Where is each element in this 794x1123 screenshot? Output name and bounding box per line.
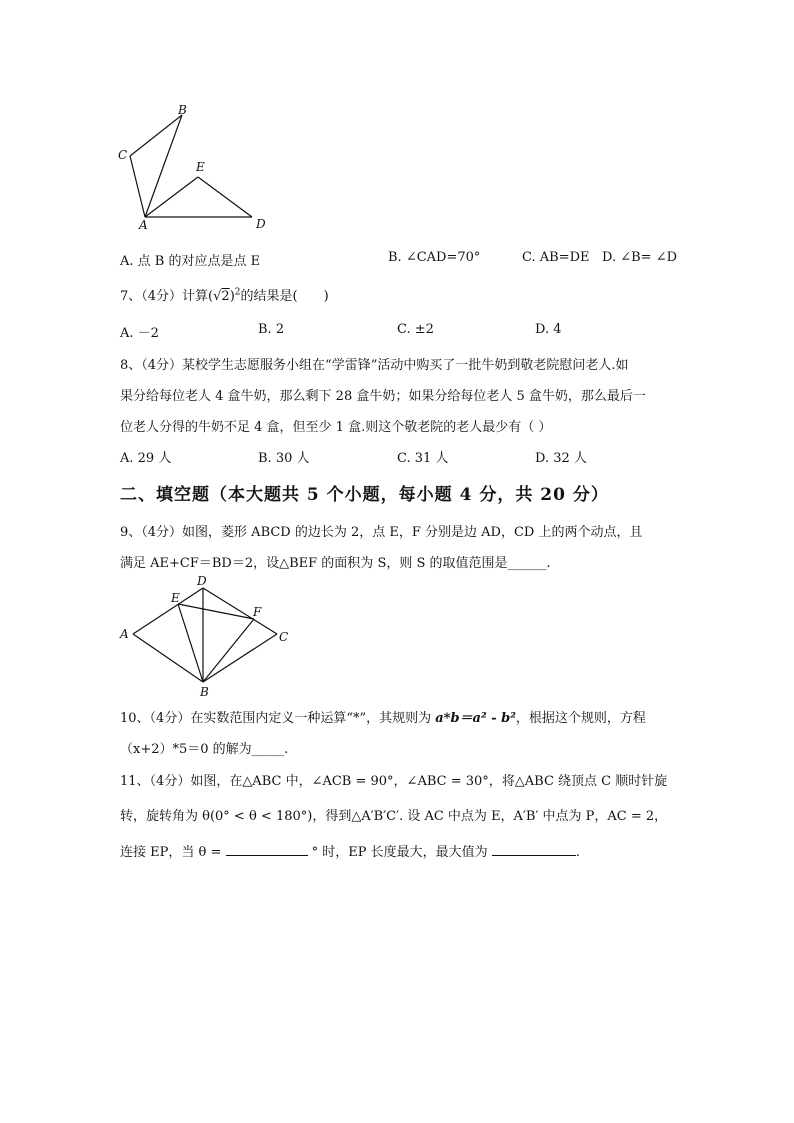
q10-text-b: ，根据这个规则，方程 <box>515 711 646 726</box>
q8-line-3: 位老人分得的牛奶不足 4 盒，但至少 1 盒.则这个敬老院的老人最少有（ ） <box>120 420 552 435</box>
q11-line-2: 转，旋转角为 θ(0° < θ < 180°)，得到△A′B′C′. 设 AC 中点为 E，A′B′ 中点为 P，AC = 2， <box>120 809 668 824</box>
q11-answer-blank-max[interactable] <box>492 843 576 856</box>
q9-line-1: 9、（4分）如图，菱形 ABCD 的边长为 2，点 E，F 分别是边 AD，CD 上的两个动点，且 <box>120 525 643 540</box>
q11-line-1: 11、（4分）如图，在△ABC 中，∠ACB = 90°，∠ABC = 30°，将△ABC 绕顶点 C 顺时针旋 <box>120 774 668 789</box>
q11-text-c: . <box>575 845 580 860</box>
q7-option-c: C. ±2 <box>397 322 434 337</box>
label-c: C <box>279 630 289 644</box>
label-c: C <box>118 148 128 162</box>
q7-option-d: D. 4 <box>535 322 562 337</box>
segment-ad <box>133 588 203 634</box>
q8-option-d: D. 32 人 <box>535 451 587 466</box>
q7-option-a: A. －2 <box>120 326 159 341</box>
q10-line-1 <box>120 707 646 726</box>
q6-option-a: A. 点 B 的对应点是点 E <box>120 254 261 269</box>
q7-option-b: B. 2 <box>258 322 285 337</box>
q10-rule: a*b＝a² - b² <box>435 711 516 726</box>
label-a: A <box>139 218 148 232</box>
q8-option-c: C. 31 人 <box>397 451 449 466</box>
q11-answer-blank-angle[interactable] <box>226 843 308 856</box>
segment-ae <box>145 177 198 217</box>
label-a: A <box>120 627 129 641</box>
label-d: D <box>197 574 207 588</box>
segment-fb <box>203 619 254 682</box>
segment-ef <box>178 604 254 619</box>
figure-triangles-abc-ade <box>110 100 280 235</box>
segment-ed <box>198 177 252 217</box>
q8-option-a: A. 29 人 <box>120 451 172 466</box>
q6-option-c: C. AB=DE <box>522 250 590 265</box>
q7-question <box>120 285 329 304</box>
label-e: E <box>196 160 205 174</box>
q7-radicand: 2 <box>221 289 230 304</box>
section-heading: 二、填空题（本大题共 5 个小题，每小题 4 分，共 20 分） <box>120 485 609 505</box>
q7-prefix: 7、（4分）计算 <box>120 289 209 304</box>
sqrt-expression: $(√2)^2$ <box>208 287 241 304</box>
q6-option-d: D. ∠B= ∠D <box>602 250 678 265</box>
label-e: E <box>171 591 180 605</box>
figure-rhombus-abcd <box>112 572 302 700</box>
segment-eb <box>178 604 203 682</box>
label-f: F <box>253 605 262 619</box>
label-b: B <box>178 103 187 117</box>
q6-option-b: B. ∠CAD=70° <box>388 250 481 265</box>
segment-ac <box>130 156 145 217</box>
q8-line-1: 8、（4分）某校学生志愿服务小组在“学雷锋”活动中购买了一批牛奶到敬老院慰问老人.如 <box>120 358 629 373</box>
q8-line-2: 果分给每位老人 4 盒牛奶，那么剩下 28 盒牛奶；如果分给每位老人 5 盒牛奶，那么最后一 <box>120 389 646 404</box>
q11-text-b: ° 时，EP 长度最大，最大值为 <box>311 845 488 860</box>
segment-cb <box>203 634 277 682</box>
q7-suffix: 的结果是( ) <box>240 289 329 304</box>
q11-line-3 <box>120 841 580 860</box>
segment-ba <box>133 634 203 682</box>
q9-line-2: 满足 AE+CF＝BD＝2，设△BEF 的面积为 S，则 S 的取值范围是______. <box>120 556 551 571</box>
q10-line-2: （x+2）*5＝0 的解为_____. <box>120 742 289 757</box>
q10-text-a: 10、（4分）在实数范围内定义一种运算“*”，其规则为 <box>120 711 436 726</box>
q8-option-b: B. 30 人 <box>258 451 310 466</box>
label-b: B <box>200 685 209 699</box>
q7-power: 2 <box>234 287 241 298</box>
q11-text-a: 连接 EP，当 θ = <box>120 845 222 860</box>
label-d: D <box>256 217 266 231</box>
